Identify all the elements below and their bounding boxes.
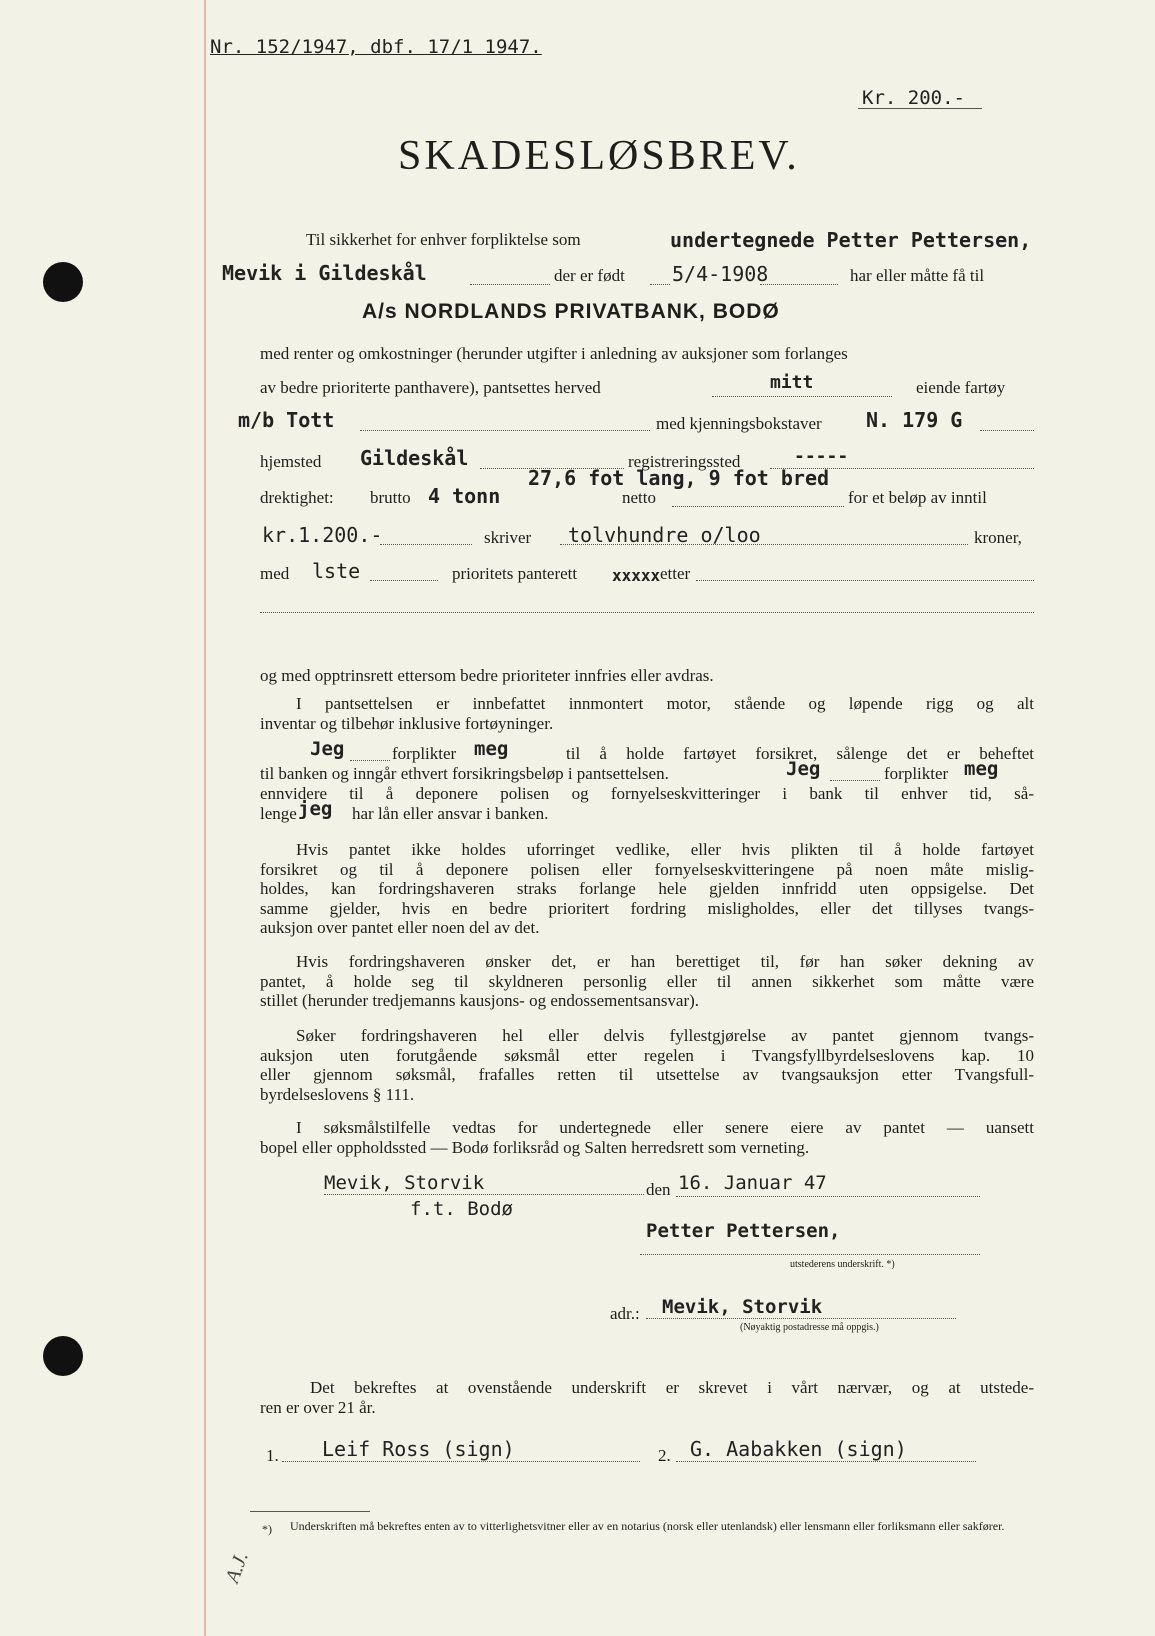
intro-text: Til sikkerhet for enhver forpliktelse som (306, 230, 581, 249)
address-caption: (Nøyaktig postadresse må oppgis.) (740, 1322, 879, 1333)
margin-rule (204, 0, 206, 1636)
writes-label: skriver (484, 528, 532, 547)
dotted-fill (324, 1194, 644, 1195)
dotted-fill (350, 760, 390, 761)
margin-initials: A.J. (221, 1548, 253, 1586)
p3-text-6: lenge (260, 804, 297, 823)
paragraph-5 (260, 952, 1034, 1011)
paragraph-line: ennvidere til å deponere polisen og fornyelseskvitteringer i bank til enhver tid, så- (260, 784, 1034, 803)
debtor-name: undertegnede Petter Pettersen, (670, 228, 1032, 252)
dotted-fill (380, 544, 472, 545)
gross-label: brutto (370, 488, 411, 507)
dotted-fill (696, 580, 1034, 581)
p3-text-1: forplikter (392, 744, 457, 763)
paragraph-line: samme gjelder, hvis en bedre prioritert fordring misligholdes, eller det tillyses tvangs- (260, 898, 1034, 918)
dotted-fill (560, 544, 968, 545)
paragraph-1: og med opptrinsrett ettersom bedre prioriteter innfries eller avdras. (260, 666, 714, 685)
paragraph-line: stillet (herunder tredjemanns kausjons- og endossementsansvar). (260, 991, 700, 1010)
dimensions: 27,6 fot lang, 9 fot bred (528, 466, 830, 490)
bank-name: A/s NORDLANDS PRIVATBANK, BODØ (362, 300, 780, 323)
amount-words: tolvhundre o/loo (568, 523, 761, 547)
callsign-label: med kjenningsbokstaver (656, 414, 822, 433)
amount-value: kr.1.200.- (262, 523, 383, 547)
currency-label: kroner, (974, 528, 1022, 547)
typed-meg-2: meg (964, 758, 999, 780)
paragraph-line: forsikret og til å deponere polisen eller fornyelseskvitteringene på noen måte mislig- (260, 859, 1034, 879)
vessel-name: m/b Tott (238, 408, 335, 432)
dotted-fill (650, 284, 670, 285)
born-date: 5/4-1908 (672, 262, 769, 286)
born-label: der er født (554, 266, 625, 285)
paragraph-6 (260, 1026, 1034, 1104)
signer-name: Petter Pettersen, (646, 1220, 841, 1242)
signer-caption: utstederens underskrift. *) (790, 1259, 895, 1270)
paragraph-2 (260, 694, 1034, 733)
witness-2-number: 2. (658, 1446, 671, 1465)
amount-underline (858, 108, 982, 109)
footnote-text: Underskriften må bekreftes enten av to vitterlighetsvitner eller av en notarius (norsk eller utenlandsk) eller lensmann eller forliksmann eller sakfører. (290, 1519, 1005, 1533)
typed-jeg-1: Jeg (310, 738, 345, 760)
p3-text-7: har lån eller ansvar i banken. (352, 804, 549, 823)
net-label: netto (622, 488, 656, 507)
paragraph-line: Det bekreftes at ovenstående underskrift er skrevet i vårt nærvær, og at utstede- (310, 1378, 1034, 1397)
typed-jeg-2: Jeg (786, 758, 821, 780)
paragraph-line: Hvis pantet ikke holdes uforringet vedlike, eller hvis plikten til å holde fartøyet (296, 840, 1034, 859)
witness-1-number: 1. (266, 1446, 279, 1465)
after-label: etter (660, 564, 691, 583)
home-label: hjemsted (260, 452, 322, 471)
terms-line-1: med renter og omkostninger (herunder utgifter i anledning av auksjoner som forlanges (260, 344, 848, 363)
footnote-mark: *) (262, 1522, 272, 1536)
witness-2-name: G. Aabakken (sign) (690, 1437, 907, 1461)
terms-line-2: av bedre prioriterte panthavere), pantsettes herved (260, 378, 601, 397)
dotted-fill (282, 1461, 640, 1462)
punch-hole-bottom (43, 1336, 83, 1376)
owner-word: mitt (770, 372, 814, 393)
signing-date: 16. Januar 47 (678, 1172, 827, 1194)
witness-text (260, 1378, 1034, 1417)
gross-value: 4 tonn (428, 484, 501, 508)
paragraph-line: I søksmålstilfelle vedtas for undertegnede eller senere eiere av pantet — uansett (296, 1118, 1034, 1137)
paragraph-line: eller gjennom søksmål, frafalles retten til utsettelse av tvangsauksjon etter Tvangsfull- (260, 1065, 1034, 1084)
paragraph-4 (260, 840, 1034, 938)
dotted-fill (646, 1318, 956, 1319)
address-label: adr.: (610, 1304, 640, 1323)
paragraph-line: auksjon over pantet eller noen del av det. (260, 918, 540, 937)
paragraph-line: inventar og tilbehør inklusive fortøyninger. (260, 713, 554, 733)
paragraph-line: Hvis fordringshaveren ønsker det, er han berettiget til, før han søker dekning av (296, 952, 1034, 971)
paragraph-line: byrdelseslovens § 111. (260, 1084, 415, 1104)
paragraph-line: holdes, kan fordringshaveren straks forlange hele gjelden innfridd uten oppsigelse. Det (260, 879, 1034, 898)
dotted-fill (360, 430, 650, 431)
dotted-fill (672, 506, 844, 507)
punch-hole-top (43, 262, 83, 302)
paragraph-line: ren er over 21 år. (260, 1397, 376, 1417)
paragraph-line: auksjon uten forutgående søksmål etter regelen i Tvangsfyllbyrdelseslovens kap. 10 (260, 1045, 1034, 1065)
amount-header: Kr. 200.- (862, 87, 965, 109)
registration-label: registreringssted (628, 452, 741, 471)
address-value: Mevik, Storvik (662, 1296, 823, 1318)
dotted-fill (712, 396, 892, 397)
document-title: SKADESLØSBREV. (398, 133, 800, 179)
paragraph-line: I pantsettelsen er innbefattet innmontert motor, stående og løpende rigg og alt (296, 694, 1034, 713)
typed-meg-1: meg (474, 738, 509, 760)
registration-value: ----- (794, 446, 849, 467)
signing-place-2: f.t. Bodø (410, 1198, 513, 1220)
paragraph-line: Søker fordringshaveren hel eller delvis fyllestgjørelse av pantet gjennom tvangs- (296, 1026, 1034, 1045)
owned-vessel-label: eiende fartøy (916, 378, 1006, 397)
priority-value: lste (312, 559, 361, 583)
paragraph-7 (260, 1118, 1034, 1157)
p3-text-4: forplikter (884, 764, 949, 783)
den-label: den (646, 1180, 671, 1199)
debtor-address: Mevik i Gildeskål (222, 261, 427, 285)
callsign: N. 179 G (866, 408, 963, 432)
typed-jeg-3: jeg (298, 798, 333, 820)
dotted-fill (640, 1254, 980, 1255)
tonnage-label: drektighet: (260, 488, 334, 507)
dotted-fill (676, 1461, 976, 1462)
reference-number: Nr. 152/1947, dbf. 17/1 1947. (210, 36, 542, 58)
priority-label: prioritets panterett (452, 564, 578, 583)
dotted-fill (260, 612, 1034, 613)
p3-text-2: til å holde fartøyet forsikret, sålenge det er beheftet (566, 744, 1034, 763)
dotted-fill (980, 430, 1034, 431)
dotted-fill (370, 580, 438, 581)
dotted-fill (676, 1196, 980, 1197)
amount-label: for et beløp av inntil (848, 488, 987, 507)
with-label: med (260, 564, 290, 583)
owe-label: har eller måtte få til (850, 266, 985, 285)
footnote-rule (250, 1511, 370, 1512)
dotted-fill (470, 284, 550, 285)
paragraph-line: pantet, å holde seg til skyldneren personlig eller til annen sikkerhet som måtte være (260, 971, 1034, 991)
paragraph-line: bopel eller oppholdssted — Bodø forliksråd og Salten herredsrett som verneting. (260, 1137, 810, 1157)
home-value: Gildeskål (360, 446, 469, 470)
witness-1-name: Leif Ross (sign) (322, 1437, 515, 1461)
p3-text-3: til banken og inngår ethvert forsikringsbeløp i pantsettelsen. (260, 764, 669, 783)
signing-place: Mevik, Storvik (324, 1172, 485, 1194)
dotted-fill (830, 780, 880, 781)
dotted-fill (760, 284, 838, 285)
p3-text-5-wrap (260, 784, 1034, 804)
crossed-out: xxxxx (612, 566, 661, 585)
